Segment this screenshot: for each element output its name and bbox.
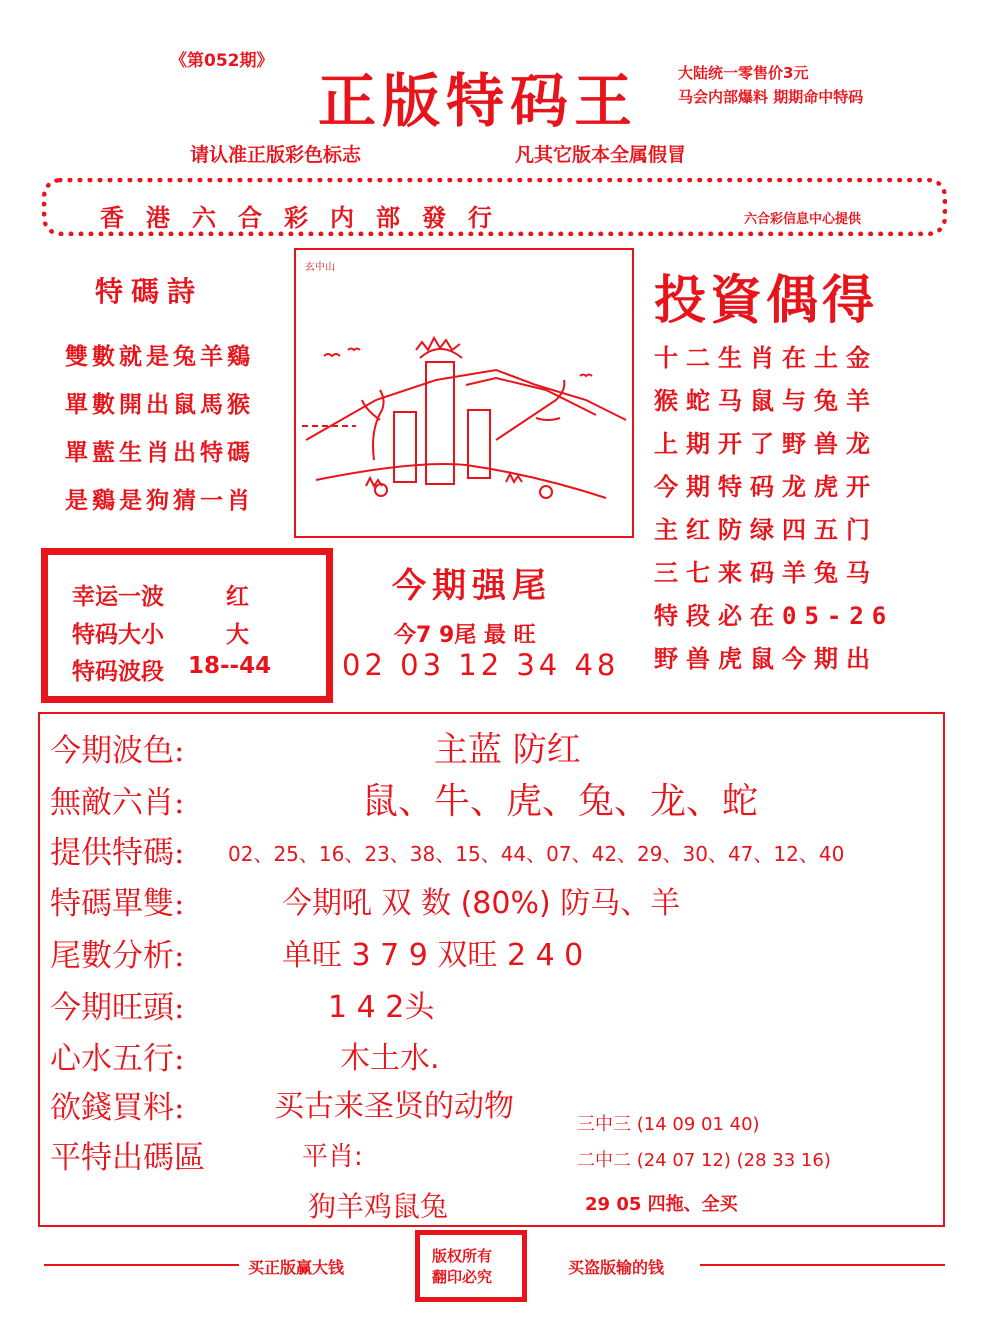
poem-line: 單藍生肖出特碼 xyxy=(65,439,254,466)
tail-analysis-value: 单旺 3 7 9 双旺 2 4 0 xyxy=(282,938,584,973)
issue-number: 《第052期》 xyxy=(170,51,274,71)
poem-line: 雙數就是兔羊鷄 xyxy=(65,343,254,370)
invest-title: 投資偶得 xyxy=(654,270,879,331)
insider-text: 马会内部爆料 期期命中特码 xyxy=(678,88,864,106)
four-drag-text: 29 05 四拖、全买 xyxy=(585,1194,738,1215)
poem-line: 是鷄是狗猜一肖 xyxy=(65,487,254,514)
lucky-value: 红 xyxy=(226,584,249,610)
two-hit-text: 二中二 (24 07 12) (28 33 16) xyxy=(577,1150,831,1171)
authentic-notice: 请认准正版彩色标志 xyxy=(190,144,362,166)
poem-title: 特碼詩 xyxy=(95,275,204,308)
row-label: 無敵六肖: xyxy=(50,785,185,821)
landscape-illustration xyxy=(296,250,632,536)
price-text: 大陆统一零售价3元 xyxy=(678,64,809,82)
wave-color-value: 主蓝 防红 xyxy=(434,730,581,770)
lucky-label: 特码波段 xyxy=(72,659,164,685)
illustration-frame xyxy=(294,248,634,538)
illustration-label: 玄中山 xyxy=(305,262,335,273)
footer-divider-right xyxy=(700,1264,945,1266)
footer-right-slogan: 买盗版输的钱 xyxy=(568,1258,665,1277)
invest-line: 上期开了野兽龙 xyxy=(654,430,878,458)
row-label: 提供特碼: xyxy=(50,835,185,871)
invest-line: 野兽虎鼠今期出 xyxy=(654,645,878,673)
flat-zodiac-label: 平肖: xyxy=(302,1142,363,1172)
row-label: 尾數分析: xyxy=(50,938,185,974)
lucky-label: 特码大小 xyxy=(72,622,164,648)
special-numbers-value: 02、25、16、23、38、15、44、07、42、29、30、47、12、40 xyxy=(228,842,845,866)
strong-tail-title: 今期强尾 xyxy=(392,566,552,606)
page-title: 正版特码王 xyxy=(318,67,639,135)
six-zodiac-value: 鼠、牛、虎、兔、龙、蛇 xyxy=(362,781,759,822)
banner-main-text: 香港六合彩内部發行 xyxy=(100,203,514,232)
invest-line: 主红防绿四五门 xyxy=(654,516,878,544)
row-label: 今期波色: xyxy=(50,733,185,769)
poem-line: 單數開出鼠馬猴 xyxy=(65,391,254,418)
copyright-line-2: 翻印必究 xyxy=(432,1268,493,1286)
strong-tail-numbers: 02 03 12 34 48 xyxy=(342,648,620,682)
row-label: 欲錢買料: xyxy=(50,1090,185,1126)
invest-line: 特段必在05-26 xyxy=(654,602,895,630)
banner-side-text: 六合彩信息中心提供 xyxy=(744,212,862,227)
invest-line: 猴蛇马鼠与兔羊 xyxy=(654,387,878,415)
invest-line: 十二生肖在土金 xyxy=(654,344,878,372)
flat-zodiac-value: 狗羊鸡鼠兔 xyxy=(308,1190,449,1223)
odd-even-value: 今期吼 双 数 (80%) 防马、羊 xyxy=(282,886,681,921)
five-elements-value: 木土水. xyxy=(340,1041,440,1076)
invest-line: 今期特码龙虎开 xyxy=(654,473,878,501)
row-label: 平特出碼區 xyxy=(50,1140,205,1176)
lead-digit-value: 1 4 2头 xyxy=(328,990,435,1025)
invest-line: 三七来码羊兔马 xyxy=(654,559,878,587)
row-label: 心水五行: xyxy=(50,1041,185,1077)
row-label: 今期旺頭: xyxy=(50,990,185,1026)
row-label: 特碼單雙: xyxy=(50,886,185,922)
counterfeit-notice: 凡其它版本全属假冒 xyxy=(515,144,687,166)
riddle-value: 买古来圣贤的动物 xyxy=(274,1089,514,1124)
footer-divider-left xyxy=(44,1264,239,1266)
strong-tail-subtitle: 今7 9尾 最 旺 xyxy=(394,623,536,648)
lucky-value: 大 xyxy=(226,622,249,648)
lucky-value: 18--44 xyxy=(188,653,272,679)
copyright-line-1: 版权所有 xyxy=(432,1247,493,1265)
lucky-label: 幸运一波 xyxy=(72,584,164,610)
footer-left-slogan: 买正版赢大钱 xyxy=(248,1258,345,1277)
three-hit-text: 三中三 (14 09 01 40) xyxy=(577,1114,760,1135)
